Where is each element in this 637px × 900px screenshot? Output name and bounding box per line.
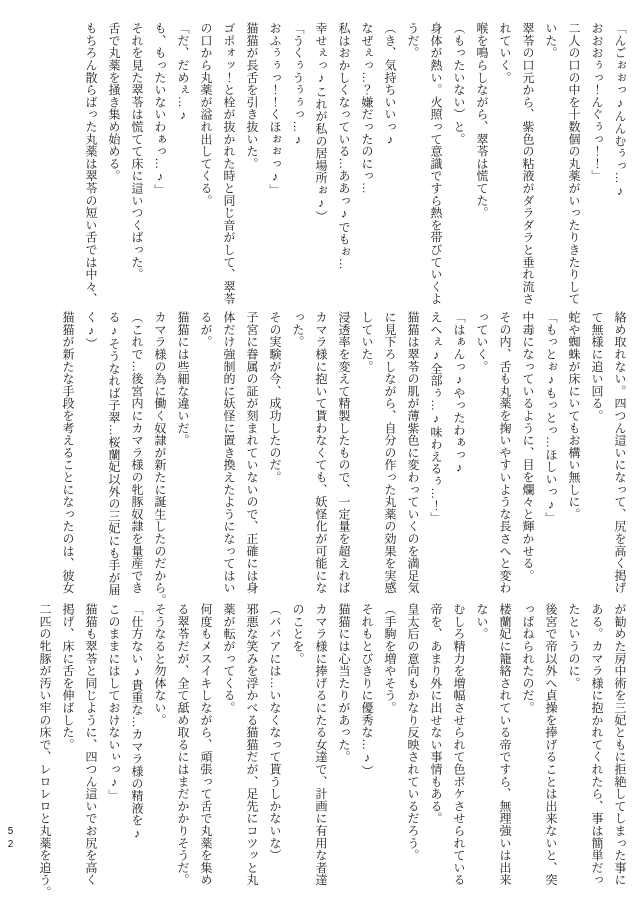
- text-line: 何度もメスイキしながら、頑張って舌で丸薬を集め: [199, 603, 213, 886]
- page-number: 52: [5, 826, 16, 852]
- text-line: 後宮で帝以外へ貞操を捧げることは出来ないと、突: [544, 603, 558, 886]
- text-line: 中毒になっているように、目を爛々と輝かせる。: [521, 311, 535, 582]
- text-line: 薬が転がってくる。: [222, 603, 236, 714]
- text-line: 子宮に眷属の証が刻まれていないので、正確には身: [245, 311, 259, 594]
- text-line: る♪そうなれば子翠…桜蘭妃以外の三妃にも手が届: [107, 311, 121, 596]
- text-line: おふぅぅっ！！くほぉぉっ♪」: [268, 22, 282, 197]
- text-line: カマラ様の為に働く奴隷が新たに誕生したのだから。: [153, 311, 167, 607]
- text-line: それを見た翠苓は慌てて床に這いつくばった。: [130, 22, 144, 281]
- text-line: 「はぁんっ♪やったわぁっ♪: [452, 311, 466, 475]
- text-line: うだ。: [406, 22, 420, 59]
- text-line: て無様に追い回る。: [590, 311, 604, 422]
- text-line: 舌で丸薬を掻き集め始める。: [107, 22, 121, 182]
- text-line: 身体が熱い。火照って意識ですら熱を帯びていくよ: [429, 22, 443, 305]
- text-line: 楼蘭妃に籠絡されている帝ですら、無理強いは出来: [498, 603, 512, 886]
- text-line: も、もったいないわぁっ…♪」: [153, 22, 167, 197]
- text-line: 猫猫が新たな手段を考えることになったのは、彼女: [61, 311, 75, 594]
- text-line: えへぇ♪全部ぅ…♪味わえるぅ…！」: [429, 311, 443, 525]
- text-line: いた。: [544, 22, 558, 59]
- text-line: のことを。: [291, 603, 305, 665]
- text-line: （もったいない）と。: [452, 22, 466, 145]
- text-line: 喉を鳴らしながら、翠苓は慌てた。: [475, 22, 489, 219]
- text-line: 私はおかしくなっている…ああっ♪でもぉ…: [337, 22, 351, 270]
- text-line: そうなると勿体ない。: [153, 603, 167, 726]
- text-line: 「もっとぉ♪もっとっ…ほしいっ♪」: [544, 311, 558, 525]
- text-line: ない。: [475, 603, 489, 640]
- text-line: れていく。: [498, 22, 512, 84]
- text-band-bottom: [29, 603, 627, 899]
- text-line: の口から丸薬が溢れ出してくる。: [199, 22, 213, 207]
- text-line: 猫猫は翠苓の肌が薄紫色に変わっていくのを満足気: [406, 311, 420, 594]
- text-line: 絡め取れない。四つん這いになって、尻を高く掲げ: [613, 311, 627, 594]
- text-line: が勧めた房中術を三妃ともに拒絶してしまった事に: [613, 603, 627, 886]
- text-line: むしろ精力を増幅させられて色ボケさせられている: [452, 603, 466, 886]
- text-line: その内、舌も丸薬を掬いやすいような長さへと変わ: [498, 311, 512, 594]
- text-line: していた。: [360, 311, 374, 373]
- text-line: 浸透率を変えて精製したもので、一定量を超えれば: [337, 311, 351, 594]
- text-line: に見下ろしながら、自分の作った丸薬の効果を実感: [383, 311, 397, 594]
- text-line: ゴポォッ！と栓が抜かれた時と同じ音がして、翠苓: [222, 22, 236, 305]
- text-line: 「だ、だめぇ…♪: [176, 22, 190, 123]
- text-band-middle: [52, 311, 627, 607]
- text-line: 幸せぇっ♪これが私の居場所ぉ♪）: [314, 22, 328, 223]
- text-line: おおおぅっ！んぐぅっ！！」: [590, 22, 604, 182]
- text-line: カマラ様に抱いて貰わなくても、妖怪化が可能にな: [314, 311, 328, 594]
- text-line: （手駒を増やそう。: [383, 603, 397, 714]
- text-line: その実験が今、成功したのだ。: [268, 311, 282, 484]
- text-line: 邪悪な笑みを浮かべる猫猫だが、足先にコツッと丸: [245, 603, 259, 886]
- text-line: 体だけ強制的に妖怪に置き換えたようになってはい: [222, 311, 236, 594]
- text-line: 掲げ、床に舌を伸ばした。: [61, 603, 75, 751]
- text-line: たというのに。: [567, 603, 581, 690]
- text-line: このままにはしておけないぃっ♪」: [107, 603, 121, 802]
- text-band-top: [75, 22, 627, 306]
- text-line: （これで…後宮内にカマラ様の牝豚奴隷を量産でき: [130, 311, 144, 594]
- text-line: 猫猫も翠苓と同じように、四つん這いでお尻を高く: [84, 603, 98, 886]
- text-line: っていく。: [475, 311, 489, 373]
- text-line: なぜぇっ…？嫌だったのにっ…: [360, 22, 374, 195]
- text-line: それもとびきりに優秀な…♪）: [360, 603, 374, 778]
- text-line: るが。: [199, 311, 213, 348]
- text-line: 「仕方ない♪貴重な…カマラ様の精液を♪: [130, 603, 144, 841]
- text-line: 猫猫が長舌を引き抜いた。: [245, 22, 259, 170]
- text-line: 翠苓の口元から、紫色の粘液がダラダラと垂れ流さ: [521, 22, 535, 305]
- text-line: 「うくぅうぅぅっ…♪: [291, 22, 305, 147]
- text-line: 皇太后の意向もかなり反映されているだろう。: [406, 603, 420, 862]
- text-line: く♪）: [84, 311, 98, 350]
- text-line: 「んごぉぉっ♪んんむぅっ…♪: [613, 22, 627, 199]
- text-line: 猫猫には些細な違いだ。: [176, 311, 190, 447]
- text-line: 二匹の牝豚が汚い牢の床で、レロレロと丸薬を追う。: [38, 603, 52, 899]
- text-line: ある。カマラ様に抱かれてくれたら、事は簡単だっ: [590, 603, 604, 886]
- text-line: 猫猫には心当たりがあった。: [337, 603, 351, 763]
- text-line: 二人の口の中を十数個の丸薬がいったりきたりして: [567, 22, 581, 305]
- text-line: 蛇や蜘蛛が床にいてもお構い無しに。: [567, 311, 581, 521]
- text-line: もちろん散らばった丸薬は翠苓の短い舌では中々、: [84, 22, 98, 305]
- text-line: 帝を、あまり外に出せない事情もある。: [429, 603, 443, 825]
- text-line: （き、気持ちいいっ♪: [383, 22, 397, 147]
- text-line: る翠苓だが、全て舐め取るにはまだかかりそうだ。: [176, 603, 190, 886]
- text-line: っぱねられたのだ。: [521, 603, 535, 714]
- text-line: った。: [291, 311, 305, 348]
- text-line: カマラ様に捧げるにたる女達で、計画に有用な者達: [314, 603, 328, 886]
- text-line: （ババアには…いなくなって貰うしかないな）: [268, 603, 282, 862]
